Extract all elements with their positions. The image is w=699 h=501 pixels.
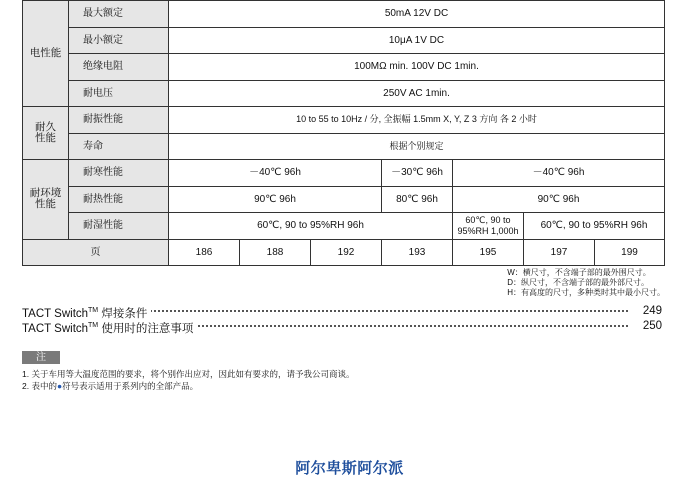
row-label: 耐电压 [69, 80, 169, 107]
row-label: 最小额定 [69, 27, 169, 54]
category-label: 耐久 性能 [35, 121, 56, 144]
xref-precautions[interactable] [22, 320, 662, 335]
page-link[interactable]: 186 [169, 239, 240, 266]
category-label: 电性能 [29, 47, 62, 59]
xref-page[interactable]: 249 [639, 305, 662, 317]
pages-label: 页 [23, 239, 169, 266]
trademark-mark: TM [88, 322, 99, 329]
page-link[interactable]: 195 [453, 239, 524, 266]
row-value: 60℃, 90 to 95%RH 1,000h [453, 213, 524, 240]
row-value: －40℃ 96h [169, 160, 382, 187]
row-label: 绝缘电阻 [69, 54, 169, 81]
row-label: 寿命 [69, 133, 169, 160]
row-voltage [23, 80, 665, 107]
notes-list [22, 368, 354, 392]
legend-line: W：横尺寸，不含端子部的最外围尺寸。 [507, 268, 651, 277]
note-item: 1. 关于车用等大温度范围的要求，将个别作出应对，因此如有要求的，请予我公司商谈。 [22, 369, 355, 379]
dimension-legend [507, 268, 665, 298]
row-value: －30℃ 96h [382, 160, 453, 187]
row-value: 50mA 12V DC [169, 1, 665, 28]
page-link[interactable]: 192 [311, 239, 382, 266]
row-label: 耐湿性能 [69, 213, 169, 240]
row-cold [23, 160, 665, 187]
row-value: 10 to 55 to 10Hz / 分, 全振幅 1.5mm X, Y, Z 3 方向 各 2 小时 [169, 107, 665, 134]
row-heat [23, 186, 665, 213]
xref-suffix: 使用时的注意事项 [101, 323, 194, 335]
row-value: 90℃ 96h [453, 186, 665, 213]
row-pages [23, 239, 665, 266]
row-label: 耐寒性能 [69, 160, 169, 187]
row-value: 60℃, 90 to 95%RH 96h [169, 213, 453, 240]
row-label: 最大额定 [69, 1, 169, 28]
page-link[interactable]: 197 [524, 239, 595, 266]
row-label: 耐热性能 [69, 186, 169, 213]
note-item [22, 380, 354, 392]
xref-soldering[interactable] [22, 305, 662, 320]
category-label: 耐环境 性能 [29, 187, 62, 211]
row-label: 耐振性能 [69, 107, 169, 134]
row-value: 60℃, 90 to 95%RH 96h [524, 213, 665, 240]
page-link[interactable]: 199 [595, 239, 665, 266]
row-value: 根据个别规定 [169, 133, 665, 160]
legend-line: H：有高度的尺寸，多种类时其中最小尺寸。 [507, 288, 665, 297]
legend-line: D：纵尺寸，不含端子部的最外部尺寸。 [507, 278, 649, 287]
specification-table [22, 0, 665, 266]
row-life [23, 133, 665, 160]
row-value: 250V AC 1min. [169, 80, 665, 107]
xref-suffix: 焊接条件 [101, 308, 148, 320]
row-value: 10μA 1V DC [169, 27, 665, 54]
notes-tag: 注 [22, 351, 60, 364]
row-value: 80℃ 96h [382, 186, 453, 213]
row-humidity [23, 213, 665, 240]
bullet-dot-icon: ● [56, 381, 63, 391]
row-vibration [23, 107, 665, 134]
row-value: 90℃ 96h [169, 186, 382, 213]
row-value: －40℃ 96h [453, 160, 665, 187]
row-insulation [23, 54, 665, 81]
page-link[interactable]: 193 [382, 239, 453, 266]
trademark-mark: TM [88, 307, 99, 314]
category-environmental [23, 160, 69, 240]
xref-title: TACT Switch [22, 308, 89, 320]
brand-name: 阿尔卑斯阿尔派 [295, 460, 404, 477]
note-text: 2. 表中的 [22, 381, 57, 391]
category-electrical [23, 1, 69, 107]
xref-title: TACT Switch [22, 323, 89, 335]
page-link[interactable]: 188 [240, 239, 311, 266]
xref-page[interactable]: 250 [639, 320, 662, 332]
note-text: 符号表示适用于系列内的全部产品。 [62, 381, 199, 391]
row-value: 100MΩ min. 100V DC 1min. [169, 54, 665, 81]
row-min-rating [23, 27, 665, 54]
category-durability [23, 107, 69, 160]
row-max-rating [23, 1, 665, 28]
